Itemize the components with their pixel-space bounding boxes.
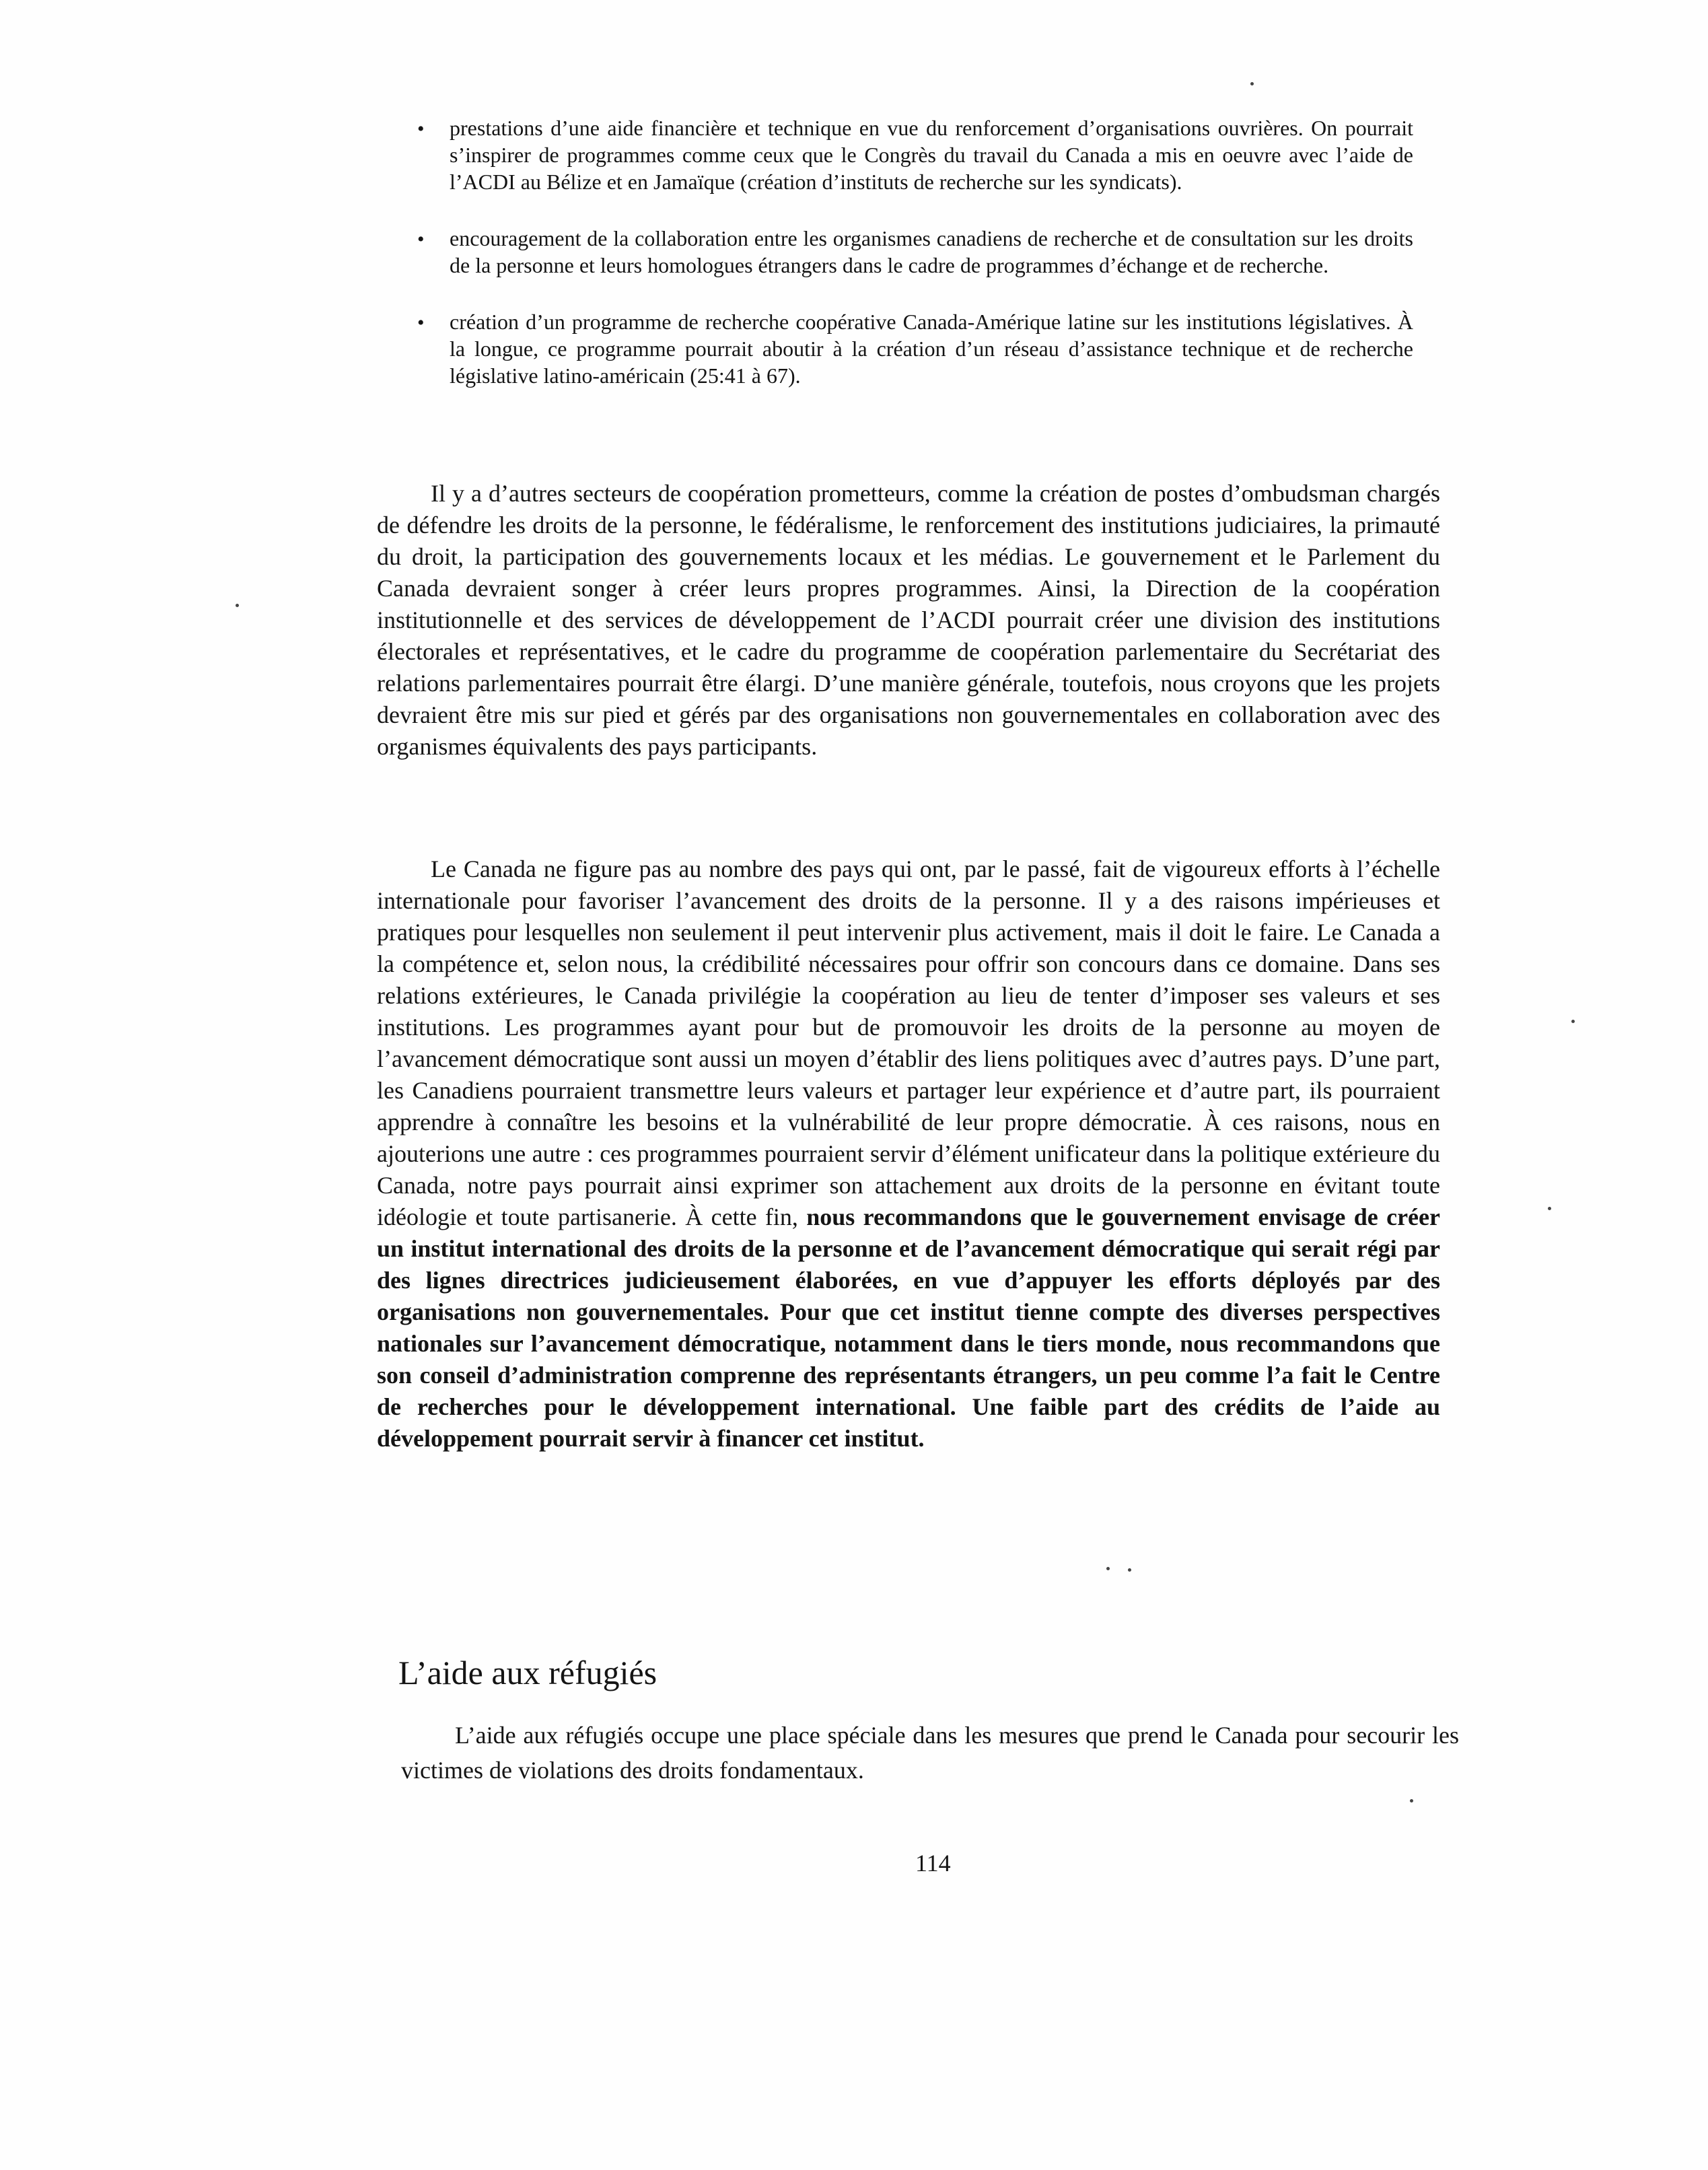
section-heading-refugees: L’aide aux réfugiés	[398, 1654, 657, 1691]
paragraph-cooperation-sectors: Il y a d’autres secteurs de coopération prometteurs, comme la création de postes d’ombudsman chargés de défendre les droits de la personne, le fédéralisme, le renforcement des institutions judiciaires, la primauté du droit, la participation des gouvernements locaux et les médias. Le gouvernement et le Parlement du Canada devraient songer à créer leurs propres programmes. Ainsi, la Direction de la coopération institutionnelle et des services de développement de l’ACDI pourrait créer une division des institutions électorales et représentatives, et le cadre du programme de coopération parlementaire du Secrétariat des relations parlementaires pourrait être élargi. D’une manière générale, toutefois, nous croyons que les projets devraient être mis sur pied et gérés par des organisations non gouvernementales en collaboration avec des organismes équivalents des pays participants.	[377, 480, 1440, 760]
scan-speck	[1128, 1568, 1131, 1572]
scan-speck	[1250, 82, 1254, 85]
recommendation-bold-text: nous recommandons que le gouvernement envisage de créer un institut international des droits de la personne et de l’avancement démocratique qui serait régi par des lignes directrices judicieusement élaborées, en vue d’appuyer les efforts déployés par des organisations non gouvernementales. Pour que cet institut tienne compte des diverses perspectives nationales sur l’avancement démocratique, notamment dans le tiers monde, nous recommandons que son conseil d’administration comprenne des représentants étrangers, un peu comme l’a fait le Centre de recherches pour le développement international. Une faible part des crédits de l’aide au développement pourrait servir à financer cet institut.	[377, 1203, 1440, 1452]
paragraph-normal-text: Le Canada ne figure pas au nombre des pays qui ont, par le passé, fait de vigoureux efforts à l’échelle internationale pour favoriser l’avancement des droits de la personne. Il y a des raisons impérieuses et pratiques pour lesquelles non seulement il peut intervenir plus activement, mais il doit le faire. Le Canada a la compétence et, selon nous, la crédibilité nécessaires pour offrir son concours dans ce domaine. Dans ses relations extérieures, le Canada privilégie la coopération au lieu de tenter d’imposer ses valeurs et ses institutions. Les programmes ayant pour but de promouvoir les droits de la personne au moyen de l’avancement démocratique sont aussi un moyen d’établir des liens politiques avec d’autres pays. D’une part, les Canadiens pourraient transmettre leurs valeurs et partager leur expérience et d’autre part, ils pourraient apprendre à connaître les besoins et la vulnérabilité de leur propre démocratie. À ces raisons, nous en ajouterions une autre : ces programmes pourraient servir d’élément unificateur dans la politique extérieure du Canada, notre pays pourrait ainsi exprimer son attachement aux droits de la personne en évitant toute idéologie et toute partisanerie. À cette fin,	[377, 855, 1440, 1230]
scan-speck	[1548, 1207, 1551, 1210]
scan-speck	[1571, 1020, 1575, 1023]
scan-speck	[1106, 1567, 1110, 1570]
paragraph-canada-human-rights	[377, 853, 1440, 1455]
bullet-item-trade-unions: • prestations d’une aide financière et technique en vue du renforcement d’organisations ouvrières. On pourrait s’inspirer de programmes comme ceux que le Congrès du travail du Canada a mis en oeuvre avec l’aide de l’ACDI au Bélize et en Jamaïque (création d’instituts de recherche sur les syndicats).	[417, 114, 1413, 195]
scan-speck	[236, 604, 239, 607]
scan-speck	[1410, 1799, 1413, 1803]
bullet-item-research-collaboration: • encouragement de la collaboration entre les organismes canadiens de recherche et de consultation sur les droits de la personne et leurs homologues étrangers dans le cadre de programmes d’échange et de recherche.	[417, 225, 1413, 279]
bullet-item-legislative-program: • création d’un programme de recherche coopérative Canada-Amérique latine sur les institutions législatives. À la longue, ce programme pourrait aboutir à la création d’un réseau d’assistance technique et de recherche législative latino-américain (25:41 à 67).	[417, 308, 1413, 389]
page-number: 114	[915, 1850, 951, 1877]
paragraph-refugee-aid: L’aide aux réfugiés occupe une place spéciale dans les mesures que prend le Canada pour secourir les victimes de violations des droits fondamentaux.	[401, 1722, 1459, 1784]
bullet-list	[417, 114, 1413, 419]
